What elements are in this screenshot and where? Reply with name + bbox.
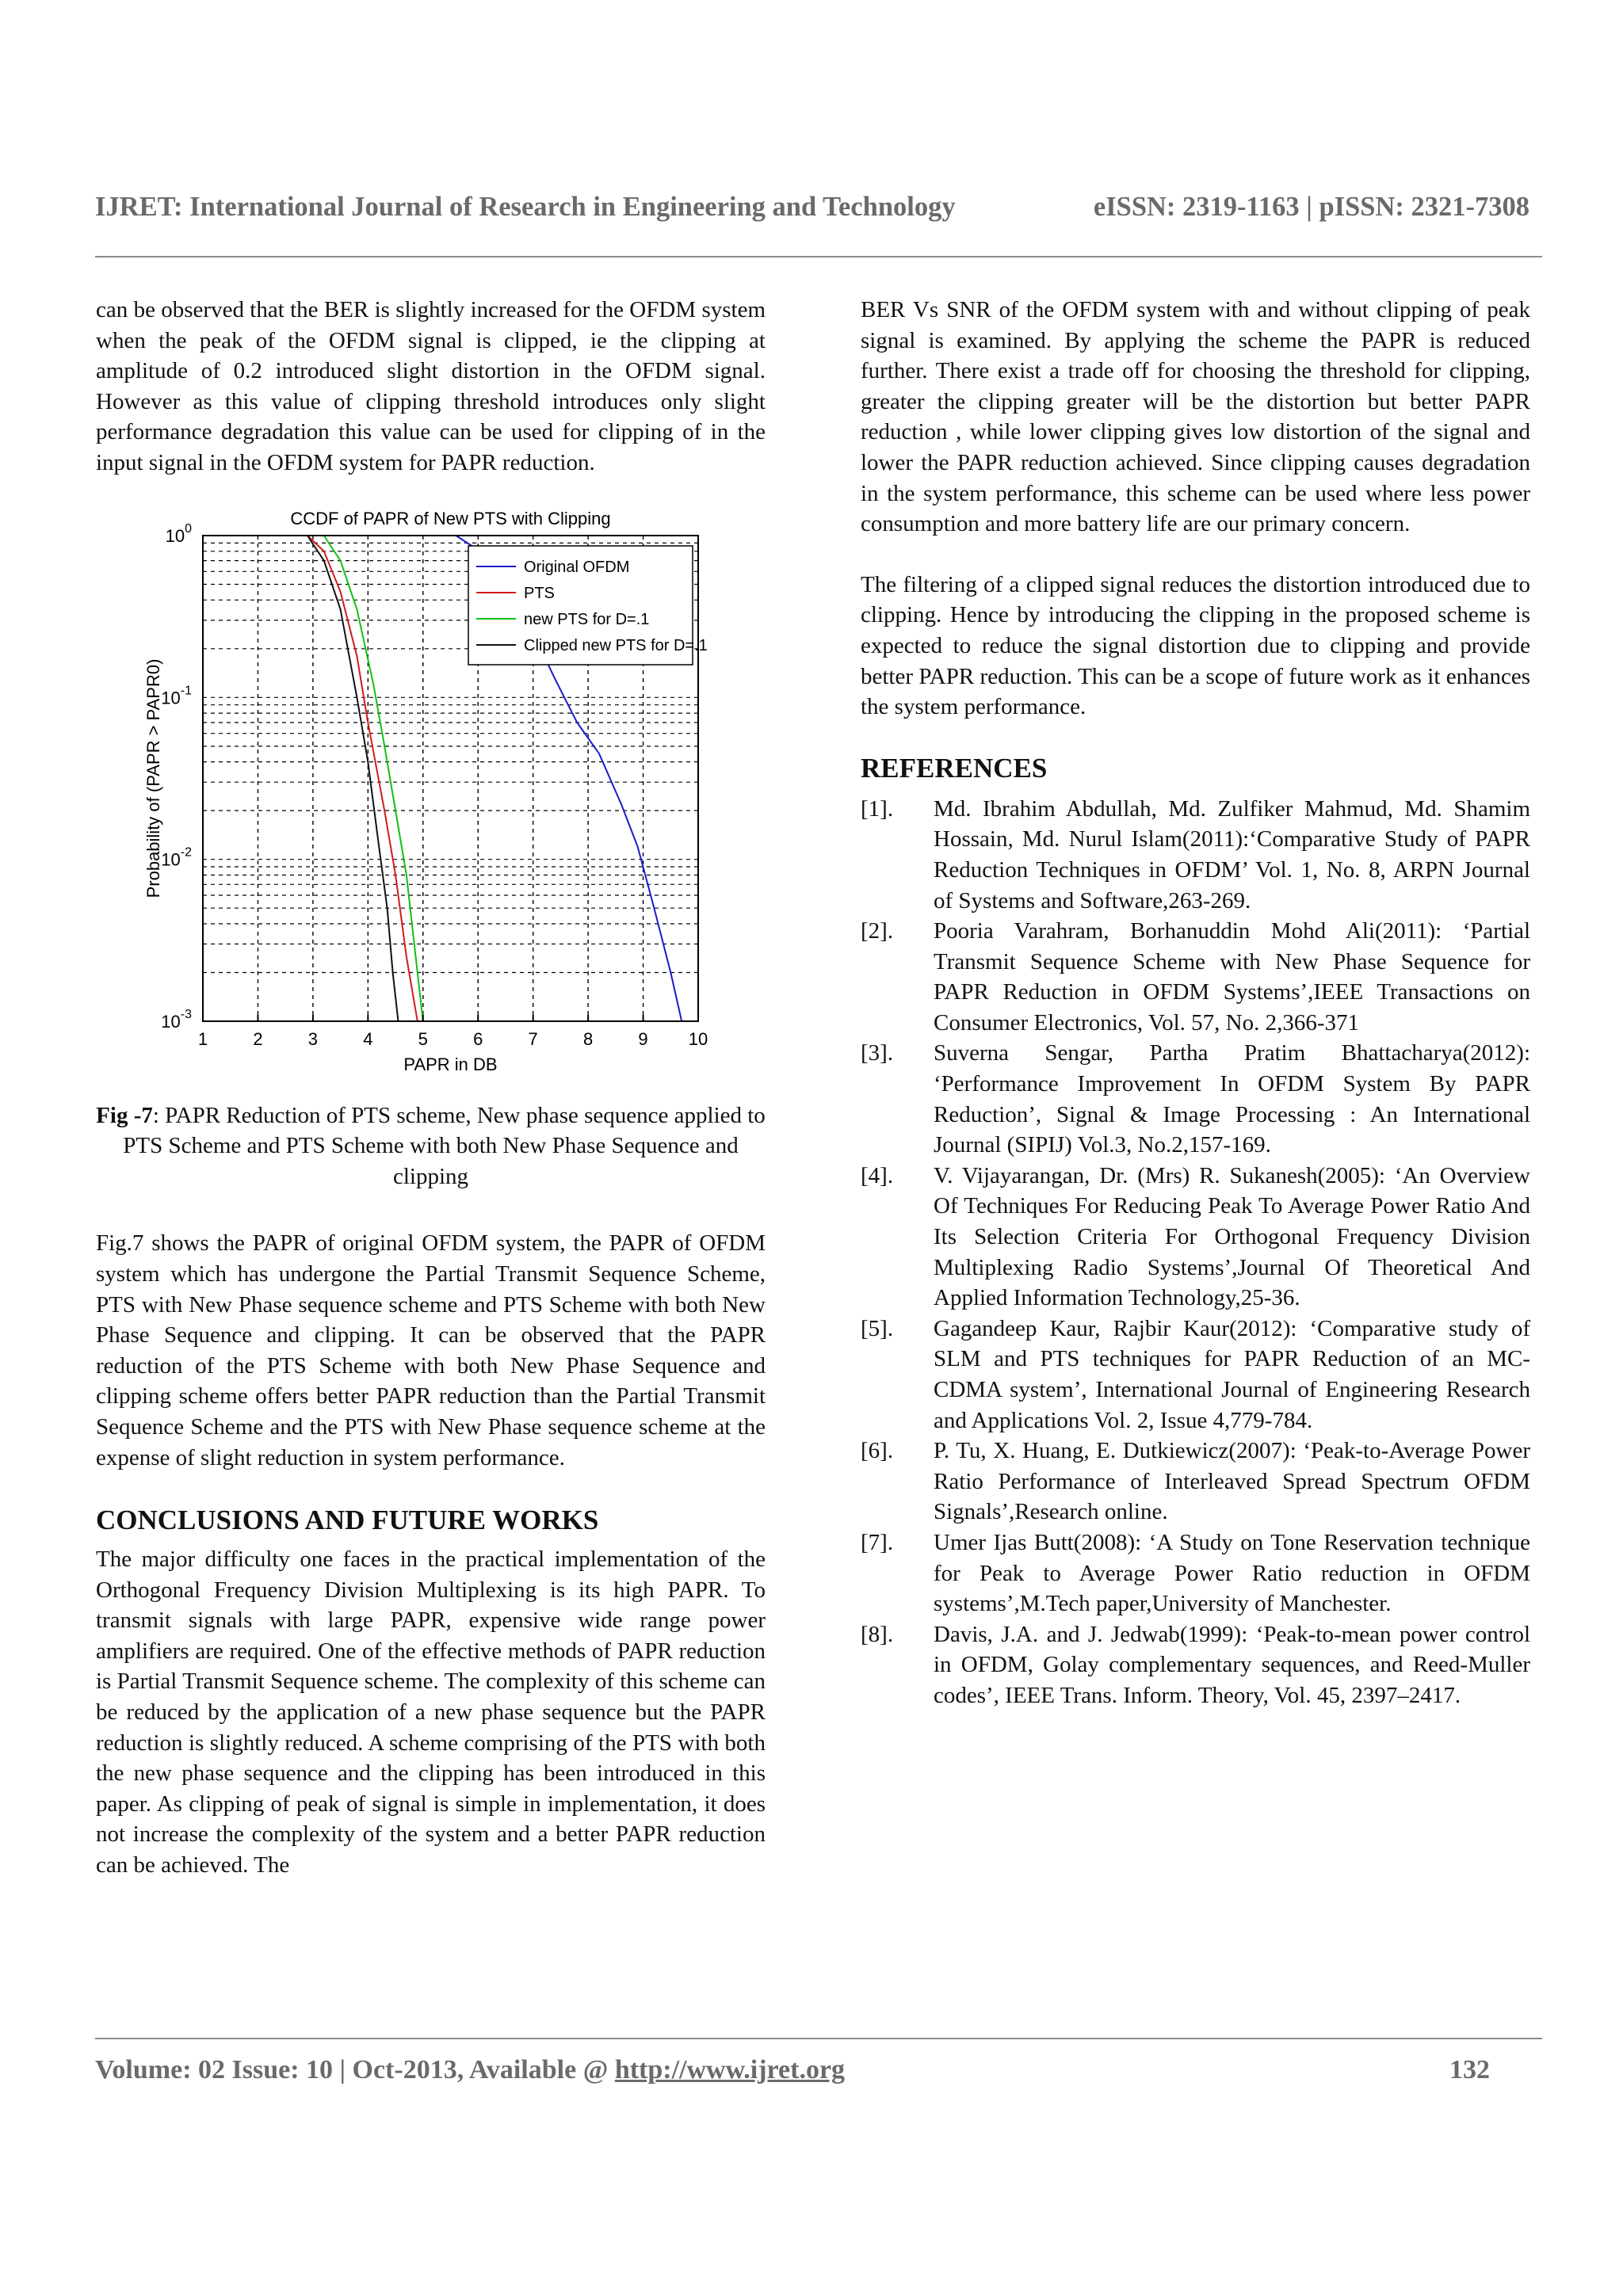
x-tick-label: 2 [253, 1028, 263, 1049]
issn-info: eISSN: 2319-1163 | pISSN: 2321-7308 [1093, 192, 1529, 222]
figure-caption [96, 1100, 766, 1192]
y-tick-label: $10^{-1}$ [161, 683, 192, 707]
footer-volume: Volume: 02 Issue: 10 | Oct-2013, Available @ http://www.ijret.org [95, 2055, 846, 2084]
conclusions-heading: CONCLUSIONS AND FUTURE WORKS [96, 1505, 599, 1536]
x-tick-label: 6 [473, 1028, 483, 1049]
page-footer [95, 2055, 1490, 2085]
reference-item: [6]. P. Tu, X. Huang, E. Dutkiewicz(2007): ‘Peak-to-Average Power Ratio Performance of Interleaved Spread Spectrum OFDM Signals’,Research online. [861, 1438, 1530, 1525]
papr-ccdf-chart [96, 502, 766, 1100]
x-tick-label: 4 [363, 1028, 373, 1049]
reference-list [861, 794, 1530, 1711]
reference-item: [4]. V. Vijayarangan, Dr. (Mrs) R. Sukanesh(2005): ‘An Overview Of Techniques For Reducing Peak To Average Power Ratio And Its Selection Criteria For Orthogonal Frequency Division Multiplexing Radio Systems’,Journal Of Theoretical And Applied Information Technology,25-36. [861, 1162, 1530, 1311]
figure-7 [96, 502, 766, 1100]
x-tick-label: 9 [638, 1028, 648, 1049]
left-column [96, 295, 766, 1881]
chart-title: CCDF of PAPR of New PTS with Clipping [290, 508, 611, 528]
footer-rule [95, 2038, 1542, 2039]
page-header [95, 192, 1529, 223]
x-tick-label: 7 [528, 1028, 538, 1049]
journal-title: IJRET: International Journal of Research in Engineering and Technology [95, 192, 956, 222]
legend-label: PTS [524, 584, 555, 602]
reference-item: [2]. Pooria Varahram, Borhanuddin Mohd Ali(2011): ‘Partial Transmit Sequence Scheme with New Phase Sequence for PAPR Reduction in OFDM Systems’,IEEE Transactions on Consumer Electronics, Vol. 57, No. 2,366-371 [861, 918, 1530, 1035]
right-column [861, 295, 1530, 1711]
legend-label: Clipped new PTS for D=.1 [524, 636, 708, 654]
legend-label: Original OFDM [524, 558, 630, 576]
reference-item: [7]. Umer Ijas Butt(2008): ‘A Study on Tone Reservation technique for Peak to Average Power Ratio reduction in OFDM systems’,M.Tech paper,University of Manchester. [861, 1529, 1530, 1617]
left-paragraph-1: can be observed that the BER is slightly increased for the OFDM system when the peak of the OFDM signal is clipped, ie the clipping at amplitude of 0.2 introduced slight distortion in the OFDM signal. However as this value of clipping threshold introduces only slight performance degradation this value can be used for clipping of in the input signal in the OFDM system for PAPR reduction. [96, 297, 766, 475]
header-rule [95, 256, 1542, 257]
references-heading: REFERENCES [861, 752, 1048, 784]
right-paragraph-2: The filtering of a clipped signal reduces the distortion introduced due to clipping. Hence by introducing the clipping in the proposed scheme is expected to reduce the signal distortion due to clipping and provide better PAPR reduction. This can be a scope of future work as it enhances the system performance. [861, 571, 1530, 720]
x-tick-label: 8 [582, 1028, 594, 1049]
caption-text: : PAPR Reduction of PTS scheme, New phase sequence applied to PTS Scheme and PTS Scheme with both New Phase Sequence and clipping [123, 1102, 766, 1189]
reference-item: [5]. Gagandeep Kaur, Rajbir Kaur(2012): ‘Comparative study of SLM and PTS techniques for PAPR Reduction of an MC-CDMA system’, International Journal of Engineering Research and Applications Vol. 2, Issue 4,779-784. [861, 1315, 1530, 1433]
left-paragraph-3: The major difficulty one faces in the practical implementation of the Orthogonal Frequency Division Multiplexing is its high PAPR. To transmit signals with large PAPR, expensive wide range power amplifiers are required. One of the effective methods of PAPR reduction is Partial Transmit Sequence scheme. The complexity of this scheme can be reduced by the application of a new phase sequence but the PAPR reduction is slightly reduced. A scheme comprising of the PTS with both the new phase sequence and the clipping has been introduced in this paper. As clipping of peak of signal is simple in implementation, it does not increase the complexity of the system and a better PAPR reduction can be achieved. The [96, 1547, 766, 1878]
legend-label: new PTS for D=.1 [524, 610, 650, 628]
x-tick-label: 3 [307, 1028, 319, 1049]
page-number: 132 [1449, 2055, 1490, 2084]
right-paragraph-1: BER Vs SNR of the OFDM system with and without clipping of peak signal is examined. By applying the scheme the PAPR is reduced further. There exist a trade off for choosing the threshold for clipping, greater the clipping greater will be the distortion but better PAPR reduction , while lower clipping gives low distortion of the signal and lower the PAPR reduction achieved. Since clipping causes degradation in the system performance, this scheme can be used where less power consumption and more battery life are our primary concern. [861, 297, 1530, 537]
x-tick-label: 1 [197, 1028, 208, 1049]
y-tick-label: $10^0$ [165, 521, 192, 546]
x-tick-label: 5 [418, 1028, 428, 1049]
x-axis-label: PAPR in DB [403, 1054, 498, 1074]
reference-item: [3]. Suverna Sengar, Partha Pratim Bhattacharya(2012): ‘Performance Improvement In OFDM System By PAPR Reduction’, Signal & Image Processing : An International Journal (SIPIJ) Vol.3, No.2,157-169. [861, 1040, 1530, 1158]
y-tick-label: $10^{-2}$ [161, 845, 192, 870]
reference-item: [1]. Md. Ibrahim Abdullah, Md. Zulfiker Mahmud, Md. Shamim Hossain, Md. Nurul Islam(2011):‘Comparative Study of PAPR Reduction Techniques in OFDM’ Vol. 1, No. 8, ARPN Journal of Systems and Software,263-269. [861, 795, 1530, 913]
reference-item: [8]. Davis, J.A. and J. Jedwab(1999): ‘Peak-to-mean power control in OFDM, Golay complementary sequences, and Reed-Muller codes’, IEEE Trans. Inform. Theory, Vol. 45, 2397–2417. [861, 1621, 1530, 1708]
x-tick-label: 10 [688, 1028, 708, 1049]
caption-label: Fig -7 [96, 1102, 153, 1128]
y-axis-label: Probability of (PAPR > PAPR0) [143, 658, 163, 898]
left-paragraph-2: Fig.7 shows the PAPR of original OFDM system, the PAPR of OFDM system which has undergone the Partial Transmit Sequence Scheme, PTS with New Phase sequence scheme and PTS Scheme with both New Phase Sequence and clipping. It can be observed that the PAPR reduction of the PTS Scheme with both New Phase Sequence and clipping scheme offers better PAPR reduction than the Partial Transmit Sequence Scheme and the PTS with New Phase sequence scheme at the expense of slight reduction in system performance. [96, 1230, 766, 1470]
y-tick-label: $10^{-3}$ [161, 1007, 192, 1032]
journal-link[interactable]: http://www.ijret.org [614, 2055, 846, 2084]
